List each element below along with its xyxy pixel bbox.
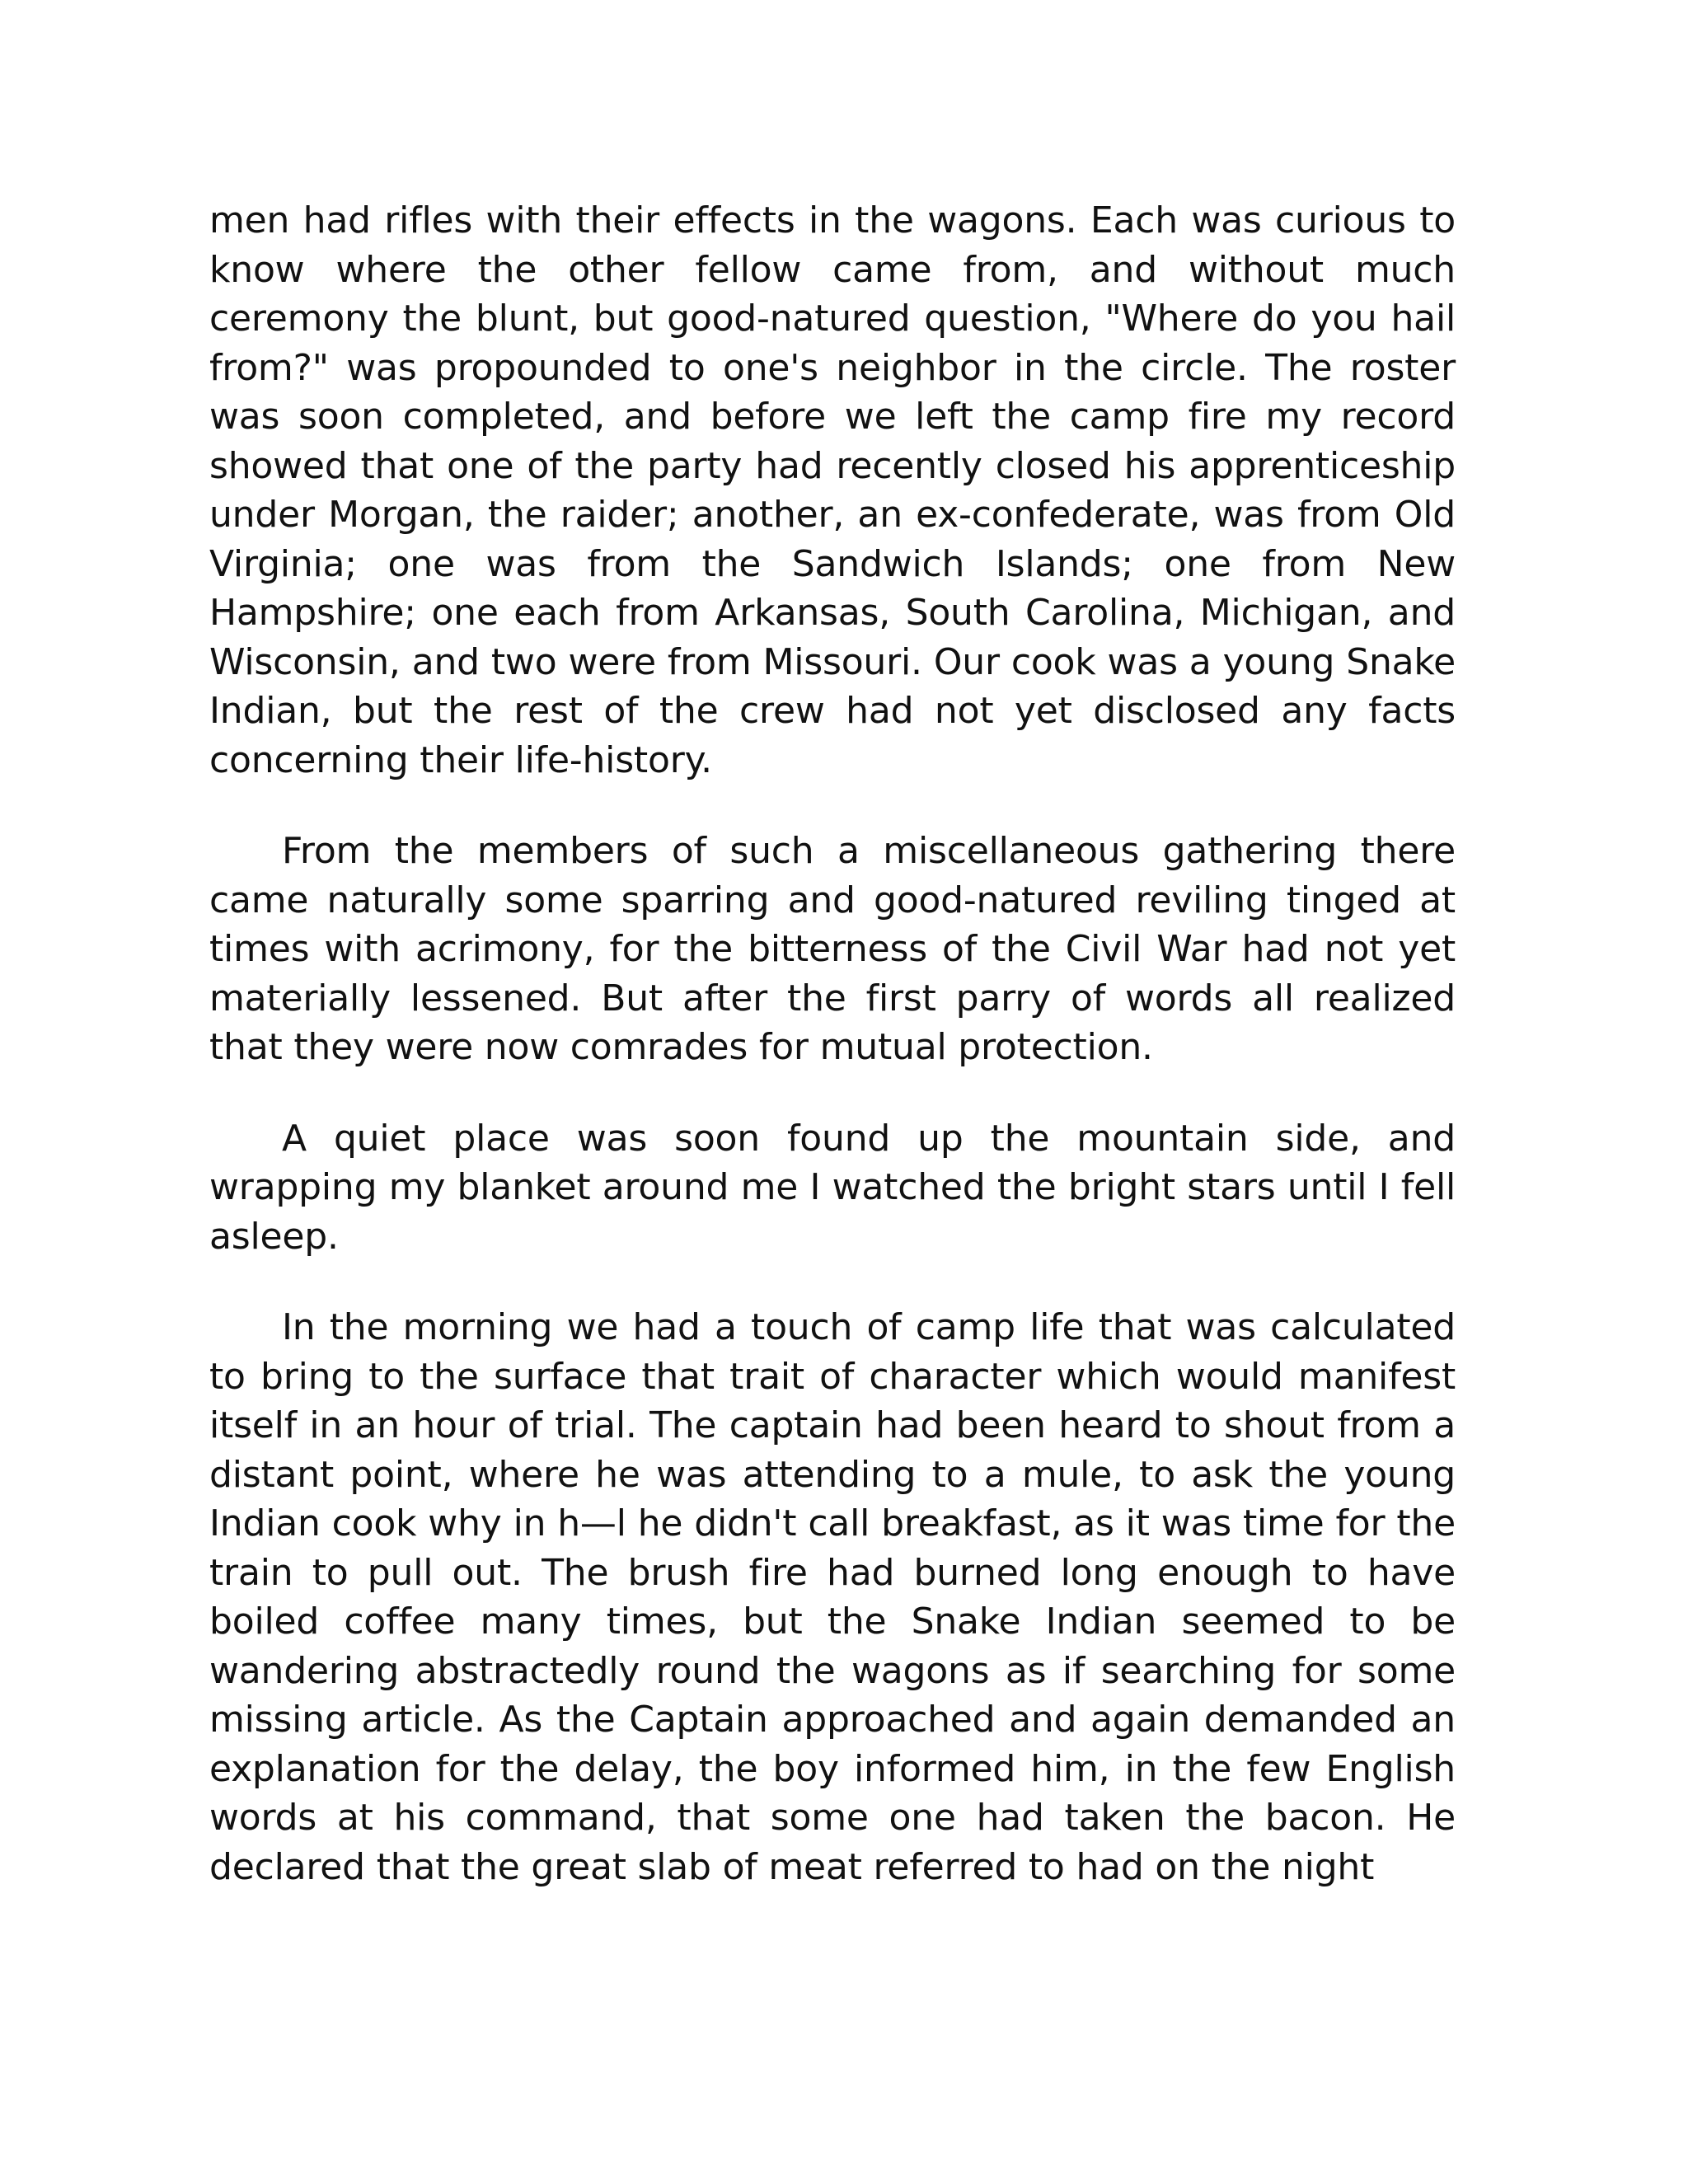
paragraph-3: A quiet place was soon found up the mountain side, and wrapping my blanket around me I watched the bright stars until I fell asleep. bbox=[209, 1117, 1456, 1258]
paragraph-2: From the members of such a miscellaneous gathering there came naturally some sparring and good-natured reviling tinged at times with acrimony, for the bitterness of the Civil War had not yet materially lessened. But after the first parry of words all realized that they were now comrades for mutual protection. bbox=[209, 830, 1456, 1068]
paragraph-1: men had rifles with their effects in the wagons. Each was curious to know where the other fellow came from, and without much ceremony the blunt, but good-natured question, "Where do you hail from?" was propounded to one's neighbor in the circle. The roster was soon completed, and before we left the camp fire my record showed that one of the party had recently closed his apprenticeship under Morgan, the raider; another, an ex-confederate, was from Old Virginia; one was from the Sandwich Islands; one from New Hampshire; one each from Arkansas, South Carolina, Michigan, and Wisconsin, and two were from Missouri. Our cook was a young Snake Indian, but the rest of the crew had not yet disclosed any facts concerning their life-history. bbox=[209, 199, 1456, 781]
body-text bbox=[209, 196, 1456, 1933]
paragraph-4: In the morning we had a touch of camp life that was calculated to bring to the surface that trait of character which would manifest itself in an hour of trial. The captain had been heard to shout from a distant point, where he was attending to a mule, to ask the young Indian cook why in h—l he didn't call breakfast, as it was time for the train to pull out. The brush fire had burned long enough to have boiled coffee many times, but the Snake Indian seemed to be wandering abstractedly round the wagons as if searching for some missing article. As the Captain approached and again demanded an explanation for the delay, the boy informed him, in the few English words at his command, that some one had taken the bacon. He declared that the great slab of meat referred to had on the night bbox=[209, 1306, 1456, 1888]
